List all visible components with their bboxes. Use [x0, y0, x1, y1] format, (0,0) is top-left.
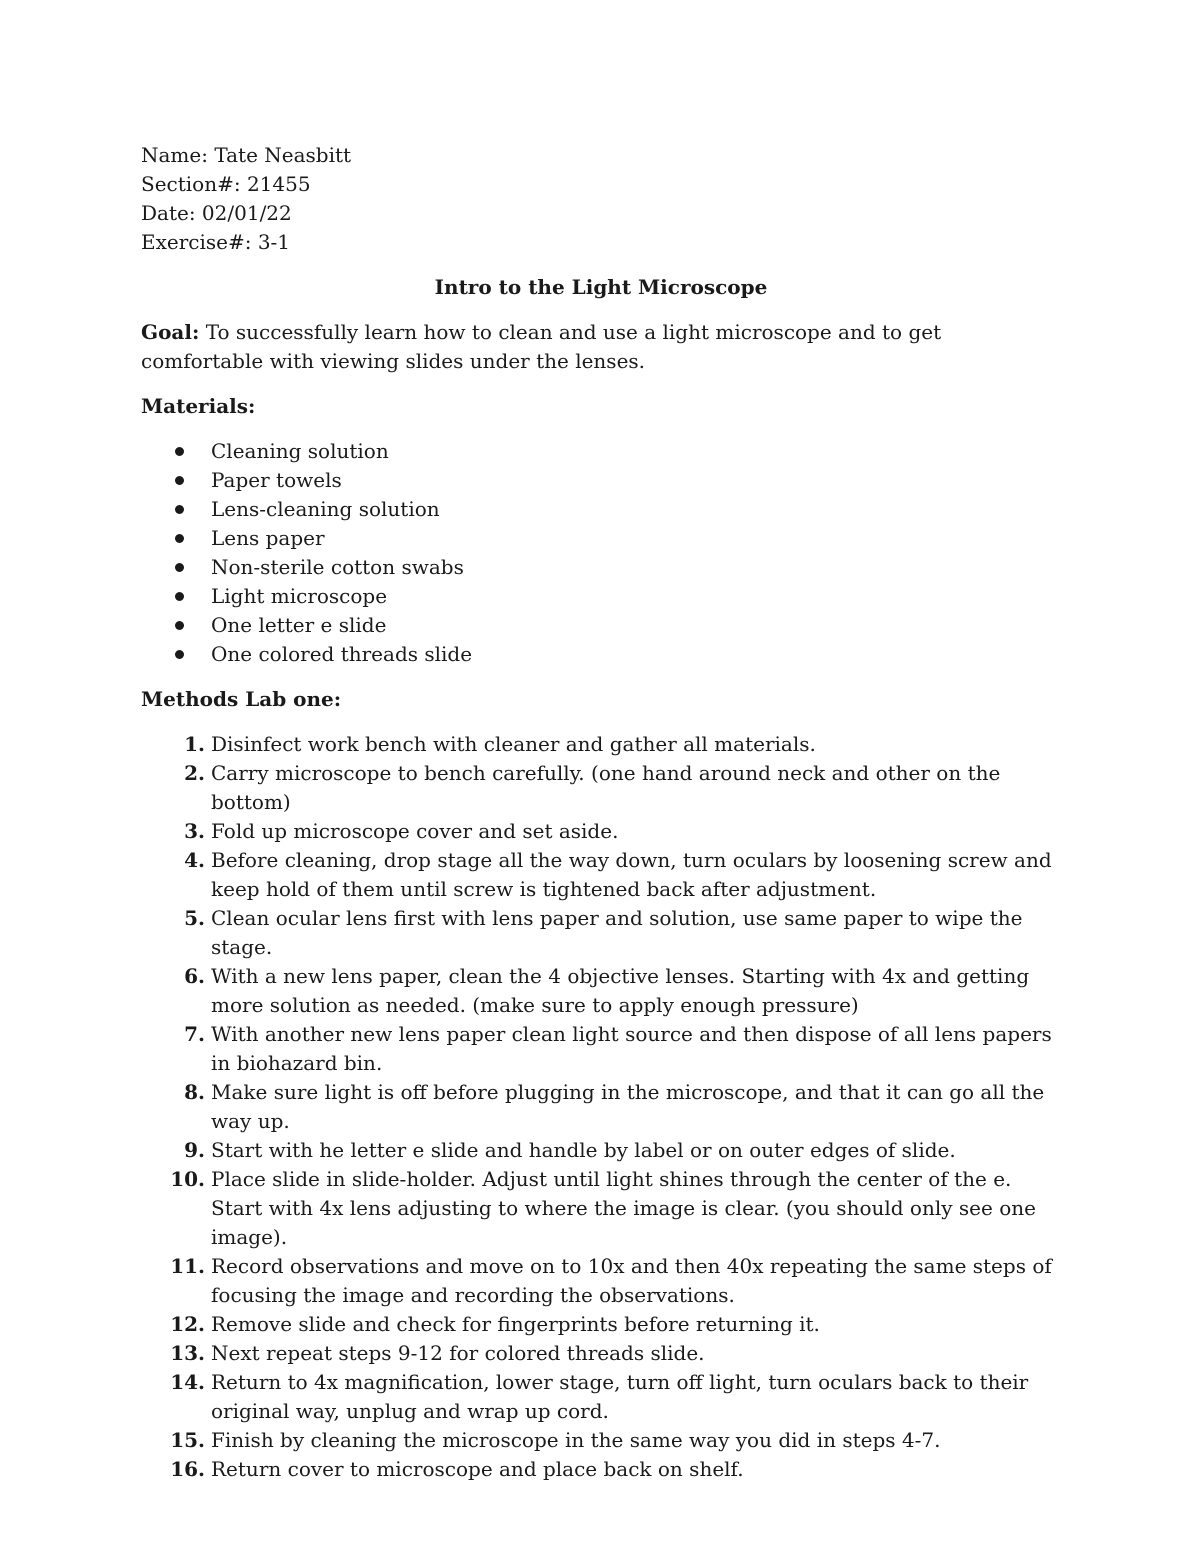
document-page	[141, 141, 1061, 1484]
step-text: Next repeat steps 9-12 for colored threads slide.	[211, 1341, 705, 1365]
step-text: With a new lens paper, clean the 4 objective lenses. Starting with 4x and getting more solution as needed. (make sure to apply enough pressure)	[211, 964, 1030, 1017]
name-line: Name: Tate Neasbitt	[141, 143, 352, 167]
step-text: Before cleaning, drop stage all the way down, turn oculars by loosening screw and keep hold of them until screw is tightened back after adjustment.	[211, 848, 1052, 901]
materials-item-text: Lens paper	[211, 526, 325, 550]
materials-item	[141, 611, 1061, 640]
step-number: 11.	[170, 1254, 205, 1278]
exercise-line: Exercise#: 3-1	[141, 230, 291, 254]
goal-text: To successfully learn how to clean and use a light microscope and to get comfortable with viewing slides under the lenses.	[141, 320, 942, 373]
method-step	[141, 962, 1061, 1020]
method-step	[141, 817, 1061, 846]
method-step	[141, 730, 1061, 759]
method-step	[141, 1426, 1061, 1455]
materials-item-text: Cleaning solution	[211, 439, 389, 463]
step-text: Fold up microscope cover and set aside.	[211, 819, 619, 843]
methods-heading: Methods Lab one:	[141, 687, 342, 711]
materials-item-text: One letter e slide	[211, 613, 387, 637]
step-number: 10.	[170, 1167, 205, 1191]
step-number: 13.	[170, 1341, 205, 1365]
materials-item	[141, 582, 1061, 611]
step-text: Clean ocular lens first with lens paper and solution, use same paper to wipe the stage.	[211, 906, 1023, 959]
step-text: Make sure light is off before plugging in the microscope, and that it can go all the way up.	[211, 1080, 1045, 1133]
document-title: Intro to the Light Microscope	[434, 275, 768, 299]
step-number: 6.	[184, 964, 205, 988]
method-step	[141, 759, 1061, 817]
bullet-icon	[175, 650, 184, 659]
materials-item-text: One colored threads slide	[211, 642, 473, 666]
materials-item-text: Lens-cleaning solution	[211, 497, 440, 521]
step-number: 8.	[184, 1080, 205, 1104]
step-text: Remove slide and check for fingerprints before returning it.	[211, 1312, 820, 1336]
materials-item	[141, 524, 1061, 553]
bullet-icon	[175, 621, 184, 630]
step-text: With another new lens paper clean light source and then dispose of all lens papers in biohazard bin.	[211, 1022, 1052, 1075]
materials-item	[141, 437, 1061, 466]
goal-label: Goal:	[141, 320, 200, 344]
materials-item	[141, 466, 1061, 495]
step-number: 2.	[184, 761, 205, 785]
method-step	[141, 1020, 1061, 1078]
step-number: 15.	[170, 1428, 205, 1452]
bullet-icon	[175, 505, 184, 514]
step-text: Start with he letter e slide and handle by label or on outer edges of slide.	[211, 1138, 956, 1162]
method-step	[141, 1252, 1061, 1310]
date-line: Date: 02/01/22	[141, 201, 292, 225]
method-step	[141, 1368, 1061, 1426]
method-step	[141, 1136, 1061, 1165]
step-number: 7.	[184, 1022, 205, 1046]
step-number: 1.	[184, 732, 205, 756]
step-text: Record observations and move on to 10x and then 40x repeating the same steps of focusing the image and recording the observations.	[211, 1254, 1052, 1307]
materials-item-text: Non-sterile cotton swabs	[211, 555, 464, 579]
step-text: Finish by cleaning the microscope in the same way you did in steps 4-7.	[211, 1428, 941, 1452]
bullet-icon	[175, 534, 184, 543]
method-step	[141, 1078, 1061, 1136]
step-text: Return to 4x magnification, lower stage, turn off light, turn oculars back to their original way, unplug and wrap up cord.	[211, 1370, 1029, 1423]
step-number: 3.	[184, 819, 205, 843]
method-step	[141, 1165, 1061, 1252]
materials-item	[141, 495, 1061, 524]
bullet-icon	[175, 476, 184, 485]
materials-item-text: Paper towels	[211, 468, 342, 492]
materials-item	[141, 640, 1061, 669]
method-step	[141, 1310, 1061, 1339]
goal-paragraph	[141, 318, 1061, 376]
method-step	[141, 1339, 1061, 1368]
step-number: 16.	[170, 1457, 205, 1481]
step-text: Return cover to microscope and place back on shelf.	[211, 1457, 744, 1481]
materials-list	[141, 437, 1061, 669]
section-line: Section#: 21455	[141, 172, 311, 196]
step-text: Place slide in slide-holder. Adjust until light shines through the center of the e. Start with 4x lens adjusting to where the image is clear. (you should only see one image).	[211, 1167, 1036, 1249]
step-number: 9.	[184, 1138, 205, 1162]
bullet-icon	[175, 447, 184, 456]
bullet-icon	[175, 592, 184, 601]
methods-list	[141, 730, 1061, 1484]
method-step	[141, 846, 1061, 904]
step-text: Disinfect work bench with cleaner and gather all materials.	[211, 732, 816, 756]
method-step	[141, 1455, 1061, 1484]
step-number: 12.	[170, 1312, 205, 1336]
materials-item	[141, 553, 1061, 582]
method-step	[141, 904, 1061, 962]
materials-heading: Materials:	[141, 394, 256, 418]
step-number: 14.	[170, 1370, 205, 1394]
materials-item-text: Light microscope	[211, 584, 388, 608]
step-number: 4.	[184, 848, 205, 872]
step-number: 5.	[184, 906, 205, 930]
bullet-icon	[175, 563, 184, 572]
step-text: Carry microscope to bench carefully. (one hand around neck and other on the bottom)	[211, 761, 1001, 814]
